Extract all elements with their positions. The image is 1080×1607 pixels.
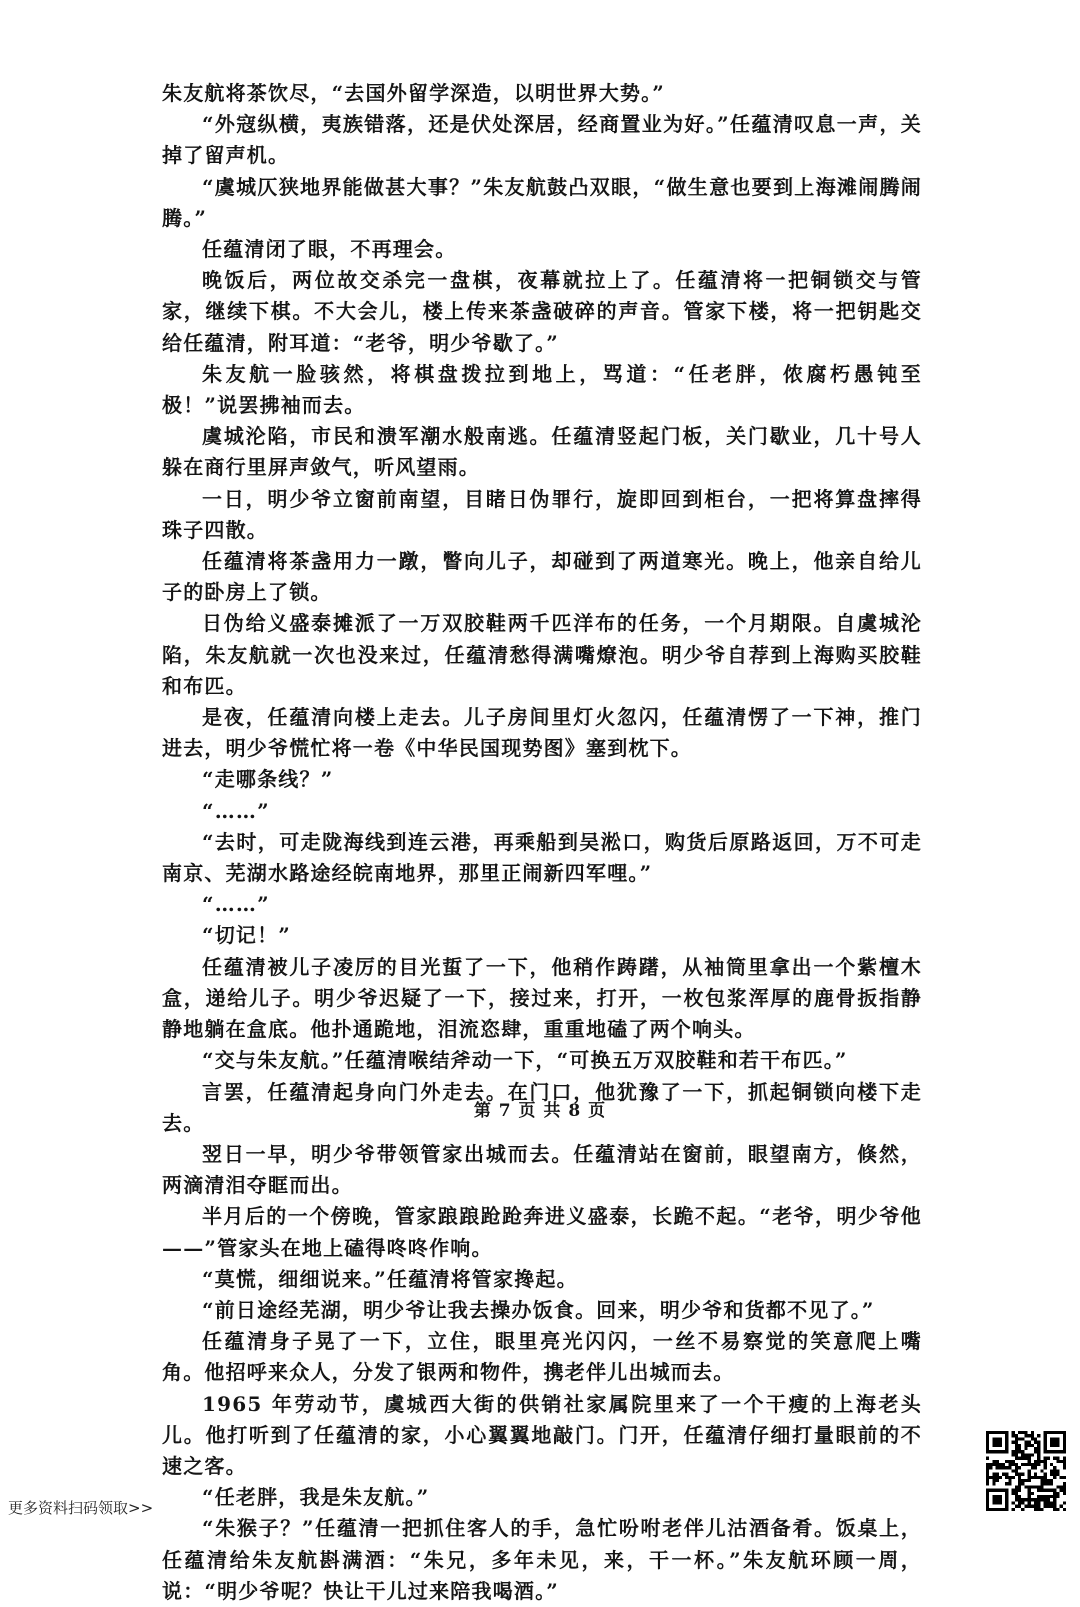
paragraph: 任蕴清将茶盏用力一蹾，瞥向儿子，却碰到了两道寒光。晚上，他亲自给儿子的卧房上了锁。 [162,549,922,605]
story-text [162,78,922,1607]
paragraph: 晚饭后，两位故交杀完一盘棋，夜幕就拉上了。任蕴清将一把铜锁交与管家，继续下棋。不大会儿，楼上传来茶盏破碎的声音。管家下楼，将一把钥匙交给任蕴清，附耳道：“老爷，明少爷歇了。” [162,268,922,355]
paragraph: 言罢，任蕴清起身向门外走去。在门口，他犹豫了一下，抓起铜锁向楼下走去。 [162,1079,922,1135]
more-resources-link[interactable]: 更多资料扫码领取>> [8,1499,154,1517]
paragraph: 翌日一早，明少爷带领管家出城而去。任蕴清站在窗前，眼望南方，倏然，两滴清泪夺眶而出。 [162,1141,922,1198]
paragraph: “莫慌，细细说来。”任蕴清将管家搀起。 [202,1266,578,1291]
paragraph: “走哪条线？” [202,767,334,792]
paragraph: 是夜，任蕴清向楼上走去。儿子房间里灯火忽闪，任蕴清愣了一下神，推门进去，明少爷慌忙将一卷《中华民国现势图》塞到枕下。 [162,705,922,761]
paragraph: “虞城仄狭地界能做甚大事？”朱友航鼓凸双眼，“做生意也要到上海滩闹腾闹腾。” [162,174,922,230]
paragraph: “任老胖，我是朱友航。” [202,1485,430,1510]
paragraph: 朱友航将茶饮尽，“去国外留学深造，以明世界大势。” [162,81,666,105]
paragraph: 任蕴清被儿子凌厉的目光蜇了一下，他稍作踌躇，从袖筒里拿出一个紫檀木盒，递给儿子。明少爷迟疑了一下，接过来，打开，一枚包浆浑厚的鹿骨扳指静静地躺在盒底。他扑通跪地，泪流恣肆，重重地磕了两个响头。 [162,954,922,1042]
paragraph: 一日，明少爷立窗前南望，目睹日伪罪行，旋即回到柜台，一把将算盘摔得珠子四散。 [162,486,922,542]
paragraph: 半月后的一个傍晚，管家踉踉跄跄奔进义盛泰，长跪不起。“老爷，明少爷他——”管家头在地上磕得咚咚作响。 [162,1204,922,1260]
qr-code-icon[interactable] [986,1431,1066,1511]
paragraph: “去时，可走陇海线到连云港，再乘船到吴淞口，购货后原路返回，万不可走南京、芜湖水路途经皖南地界，那里正闹新四军哩。” [162,829,922,886]
paragraph: 1965 年劳动节，虞城西大街的供销社家属院里来了一个干瘦的上海老头儿。他打听到了任蕴清的家，小心翼翼地敲门。门开，任蕴清仔细打量眼前的不速之客。 [162,1391,922,1478]
paragraph: “……” [202,798,270,823]
paragraph: “……” [202,892,270,917]
paragraph: “前日途经芜湖，明少爷让我去操办饭食。回来，明少爷和货都不见了。” [202,1297,875,1322]
paragraph: “外寇纵横，夷族错落，还是伏处深居，经商置业为好。”任蕴清叹息一声，关掉了留声机。 [162,112,922,168]
paragraph: 任蕴清身子晃了一下，立住，眼里亮光闪闪，一丝不易察觉的笑意爬上嘴角。他招呼来众人，分发了银两和物件，携老伴儿出城而去。 [162,1329,922,1385]
paragraph: 日伪给义盛泰摊派了一万双胶鞋两千匹洋布的任务，一个月期限。自虞城沦陷，朱友航就一次也没来过，任蕴清愁得满嘴燎泡。明少爷自荐到上海购买胶鞋和布匹。 [162,611,922,698]
paragraph: 任蕴清闭了眼，不再理会。 [202,237,457,262]
page-number: 第 7 页 共 8 页 [473,1101,607,1121]
paragraph: 虞城沦陷，市民和溃军潮水般南逃。任蕴清竖起门板，关门歇业，几十号人躲在商行里屏声敛气，听风望雨。 [162,424,922,480]
paragraph: 朱友航一脸骇然，将棋盘拨拉到地上，骂道：“任老胖，侬腐朽愚钝至极！”说罢拂袖而去。 [162,361,922,418]
paragraph: “切记！” [202,923,292,948]
paragraph: “交与朱友航。”任蕴清喉结斧动一下，“可换五万双胶鞋和若干布匹。” [202,1048,848,1073]
paragraph: “朱猴子？”任蕴清一把抓住客人的手，急忙吩咐老伴儿沽酒备肴。饭桌上，任蕴清给朱友航斟满酒：“朱兄，多年未见，来，干一杯。”朱友航环顾一周，说：“明少爷呢？快让干儿过来陪我喝酒。” [162,1516,922,1603]
